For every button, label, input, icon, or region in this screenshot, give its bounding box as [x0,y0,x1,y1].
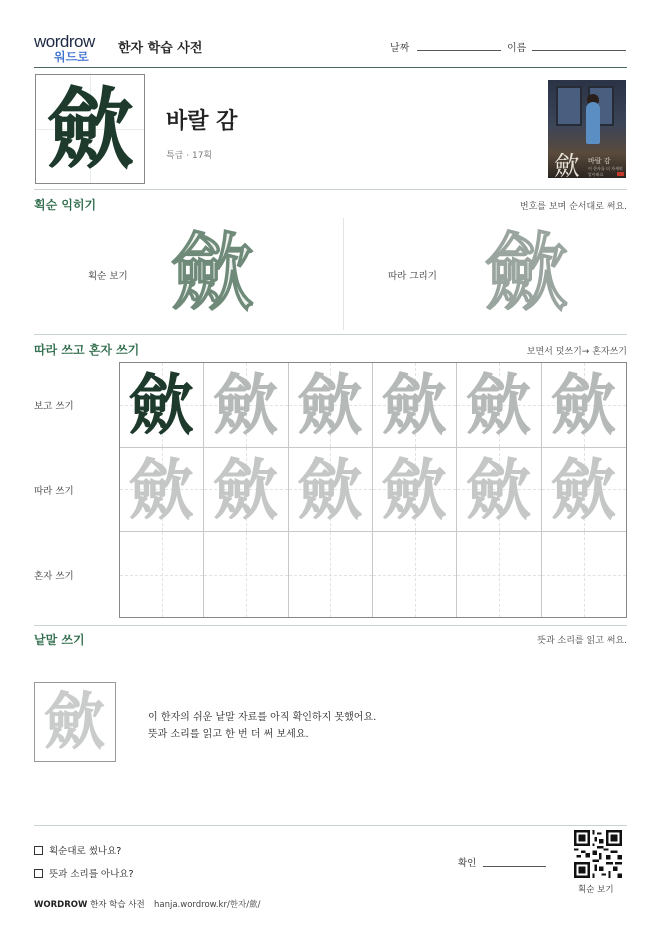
footer-url[interactable]: hanja.wordrow.kr/한자/歛/ [154,900,261,910]
date-label: 날짜 [390,43,410,54]
model-character: 歛 [128,366,195,444]
trace-character: 歛 [465,450,532,529]
footer-brand-name: WORDROW [34,900,88,910]
word-character: 歛 [43,685,106,758]
main-character-box [35,74,145,184]
logo-korean: 워드로 [54,50,89,64]
grid-cell[interactable] [204,363,288,448]
grid-cell[interactable] [289,363,373,448]
wordrow-logo[interactable] [34,32,106,66]
footer-brand [34,898,145,910]
writing-grid[interactable] [119,362,627,618]
trace-label: 따라 그리기 [388,271,437,282]
divider [34,189,627,190]
check-label: 획순대로 썼나요? [49,846,122,857]
empty-grid-cell[interactable] [542,532,626,617]
stroke-section-note: 번호를 보며 순서대로 써요. [519,202,627,212]
check-meaning-sound[interactable] [34,866,134,880]
grid-cell[interactable] [542,363,626,448]
illustration-card [548,80,626,178]
header-divider [34,67,627,68]
trace-character: 歛 [550,450,617,529]
empty-grid-cell[interactable] [204,532,288,617]
grid-cell[interactable] [120,448,204,533]
name-label: 이름 [507,43,527,54]
checkbox[interactable] [34,846,43,855]
trace-character: 歛 [212,450,279,529]
empty-grid-cell[interactable] [373,532,457,617]
divider [34,625,627,626]
checkbox[interactable] [34,869,43,878]
card-badge [617,172,624,176]
word-section-title: 낱말 쓰기 [34,633,85,647]
empty-grid-cell[interactable] [457,532,541,617]
grid-cell[interactable] [457,448,541,533]
divider [34,334,627,335]
qr-label: 획순 보기 [578,885,614,895]
window-shape [556,86,582,126]
trace-character: 歛 [484,223,569,322]
grid-cell[interactable] [120,363,204,448]
row-label-alone: 혼자 쓰기 [34,571,74,582]
trace-character: 歛 [381,450,448,529]
divider [34,825,627,826]
footer-brand-desc: 한자 학습 사전 [90,900,145,910]
stroke-order-character: 歛 [170,223,255,322]
grid-cell[interactable] [542,448,626,533]
row-label-trace: 따라 쓰기 [34,486,74,497]
grid-cell[interactable] [457,363,541,448]
grade-strokes: 특급 · 17획 [166,151,213,161]
check-label: 뜻과 소리를 아나요? [49,869,134,880]
word-character-box [34,682,116,762]
trace-character: 歛 [297,366,364,444]
qr-code-icon[interactable] [574,830,622,878]
trace-character: 歛 [381,366,448,444]
empty-grid-cell[interactable] [120,532,204,617]
stroke-section-title: 획순 익히기 [34,198,97,212]
grid-cell[interactable] [289,448,373,533]
name-field-line [532,50,626,51]
word-message-line1: 이 한자의 쉬운 낱말 자료를 아직 확인하지 못했어요. [148,712,377,723]
grid-cell[interactable] [373,448,457,533]
check-stroke-order[interactable] [34,843,121,857]
grid-cell[interactable] [373,363,457,448]
stroke-view-label: 획순 보기 [88,271,128,282]
stroke-divider [343,218,344,330]
card-subtitle: 이 한자를 더 자세히 알아봐요 [588,166,623,177]
trace-character: 歛 [297,450,364,529]
confirm-label: 확인 [458,858,477,869]
row-label-look: 보고 쓰기 [34,401,74,412]
card-character: 歛 [554,152,581,178]
girl-figure [586,102,600,144]
logo-wordmark: wordrow [34,32,95,51]
word-section-note: 뜻과 소리를 읽고 써요. [537,636,627,646]
grid-cell[interactable] [204,448,288,533]
card-meaning: 바랄 감 [588,157,611,165]
trace-character: 歛 [128,450,195,529]
writing-section-note: 보면서 덧쓰기→ 혼자쓰기 [526,347,627,357]
trace-character: 歛 [465,366,532,444]
meaning-sound: 바랄 감 [166,109,238,134]
dictionary-title: 한자 학습 사전 [118,41,203,56]
word-message-line2: 뜻과 소리를 읽고 한 번 더 써 보세요. [148,729,309,740]
writing-section-title: 따라 쓰고 혼자 쓰기 [34,343,140,357]
main-character: 歛 [46,77,135,181]
trace-character: 歛 [550,366,617,444]
confirm-signature-line [483,866,546,867]
date-field-line [417,50,501,51]
trace-character: 歛 [212,366,279,444]
empty-grid-cell[interactable] [289,532,373,617]
